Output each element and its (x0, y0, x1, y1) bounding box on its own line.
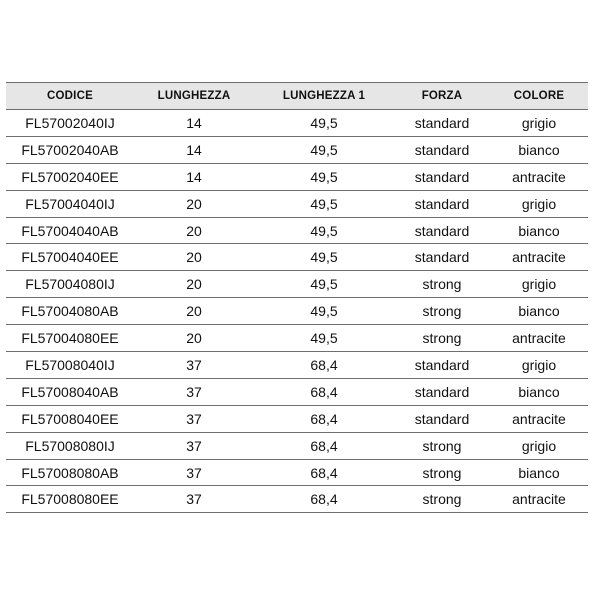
cell-lunghezza: 37 (134, 459, 254, 486)
table-row (6, 190, 588, 217)
cell-colore: bianco (490, 459, 588, 486)
table-row (6, 217, 588, 244)
cell-lunghezza: 37 (134, 432, 254, 459)
cell-forza: strong (394, 486, 490, 513)
cell-lunghezza-1: 68,4 (254, 432, 394, 459)
cell-colore: grigio (490, 271, 588, 298)
header-row (6, 83, 588, 110)
header-forza: FORZA (394, 83, 490, 110)
cell-lunghezza-1: 49,5 (254, 244, 394, 271)
cell-lunghezza-1: 68,4 (254, 378, 394, 405)
cell-lunghezza-1: 49,5 (254, 190, 394, 217)
cell-codice: FL57008080IJ (6, 432, 134, 459)
header-lunghezza-1: LUNGHEZZA 1 (254, 83, 394, 110)
table-row (6, 325, 588, 352)
cell-codice: FL57008080EE (6, 486, 134, 513)
cell-forza: standard (394, 190, 490, 217)
header-colore: COLORE (490, 83, 588, 110)
cell-colore: antracite (490, 163, 588, 190)
cell-forza: standard (394, 110, 490, 137)
cell-lunghezza: 37 (134, 352, 254, 379)
cell-colore: grigio (490, 352, 588, 379)
cell-lunghezza-1: 49,5 (254, 298, 394, 325)
cell-codice: FL57008080AB (6, 459, 134, 486)
cell-codice: FL57004080AB (6, 298, 134, 325)
cell-forza: standard (394, 378, 490, 405)
cell-lunghezza: 20 (134, 217, 254, 244)
cell-colore: bianco (490, 217, 588, 244)
cell-lunghezza: 20 (134, 325, 254, 352)
cell-lunghezza-1: 49,5 (254, 163, 394, 190)
cell-colore: bianco (490, 378, 588, 405)
cell-lunghezza-1: 49,5 (254, 136, 394, 163)
table-row (6, 432, 588, 459)
cell-colore: grigio (490, 432, 588, 459)
cell-codice: FL57004040EE (6, 244, 134, 271)
cell-lunghezza-1: 68,4 (254, 486, 394, 513)
cell-colore: bianco (490, 298, 588, 325)
cell-forza: strong (394, 271, 490, 298)
cell-codice: FL57008040EE (6, 405, 134, 432)
table-row (6, 378, 588, 405)
cell-codice: FL57002040EE (6, 163, 134, 190)
table-row (6, 110, 588, 137)
header-lunghezza: LUNGHEZZA (134, 83, 254, 110)
cell-forza: strong (394, 432, 490, 459)
cell-lunghezza: 14 (134, 110, 254, 137)
cell-codice: FL57004080IJ (6, 271, 134, 298)
cell-lunghezza-1: 49,5 (254, 271, 394, 298)
cell-colore: grigio (490, 190, 588, 217)
cell-forza: standard (394, 244, 490, 271)
table-body (6, 110, 588, 513)
table-header (6, 83, 588, 110)
cell-codice: FL57008040AB (6, 378, 134, 405)
table-row (6, 271, 588, 298)
cell-lunghezza-1: 68,4 (254, 405, 394, 432)
header-codice: CODICE (6, 83, 134, 110)
table-row (6, 352, 588, 379)
cell-lunghezza: 20 (134, 271, 254, 298)
cell-forza: strong (394, 325, 490, 352)
cell-forza: standard (394, 217, 490, 244)
cell-lunghezza: 20 (134, 298, 254, 325)
cell-lunghezza: 20 (134, 244, 254, 271)
cell-codice: FL57002040IJ (6, 110, 134, 137)
cell-lunghezza-1: 49,5 (254, 110, 394, 137)
table-row (6, 244, 588, 271)
cell-codice: FL57004040IJ (6, 190, 134, 217)
cell-forza: strong (394, 459, 490, 486)
cell-colore: antracite (490, 405, 588, 432)
cell-codice: FL57002040AB (6, 136, 134, 163)
table-row (6, 486, 588, 513)
table-row (6, 136, 588, 163)
cell-lunghezza: 20 (134, 190, 254, 217)
cell-lunghezza: 14 (134, 136, 254, 163)
cell-lunghezza: 14 (134, 163, 254, 190)
cell-forza: standard (394, 136, 490, 163)
cell-colore: bianco (490, 136, 588, 163)
cell-colore: antracite (490, 486, 588, 513)
cell-forza: standard (394, 352, 490, 379)
cell-lunghezza-1: 68,4 (254, 352, 394, 379)
cell-lunghezza-1: 49,5 (254, 325, 394, 352)
cell-codice: FL57004040AB (6, 217, 134, 244)
cell-colore: grigio (490, 110, 588, 137)
cell-forza: standard (394, 163, 490, 190)
cell-codice: FL57008040IJ (6, 352, 134, 379)
cell-lunghezza-1: 68,4 (254, 459, 394, 486)
table-row (6, 405, 588, 432)
cell-forza: strong (394, 298, 490, 325)
table-row (6, 163, 588, 190)
cell-colore: antracite (490, 325, 588, 352)
product-spec-table (6, 82, 588, 513)
cell-lunghezza-1: 49,5 (254, 217, 394, 244)
cell-forza: standard (394, 405, 490, 432)
cell-lunghezza: 37 (134, 405, 254, 432)
cell-colore: antracite (490, 244, 588, 271)
table-row (6, 298, 588, 325)
cell-lunghezza: 37 (134, 486, 254, 513)
table-row (6, 459, 588, 486)
cell-codice: FL57004080EE (6, 325, 134, 352)
cell-lunghezza: 37 (134, 378, 254, 405)
